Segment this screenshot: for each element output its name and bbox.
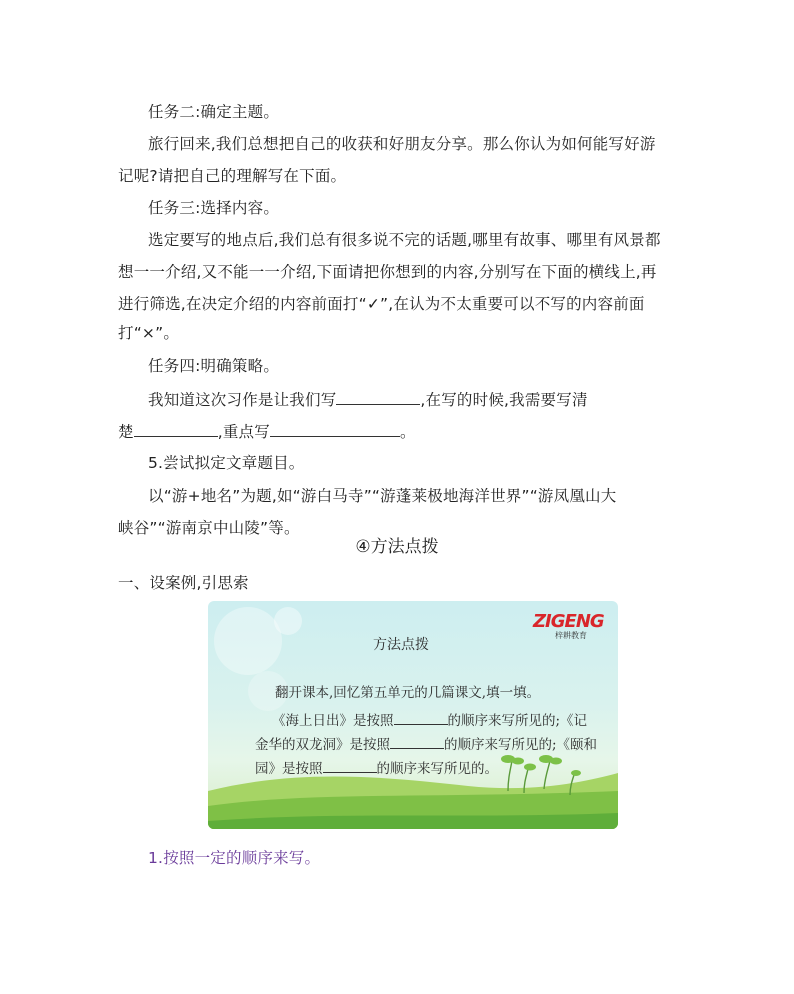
- task4-text-line1: [148, 388, 588, 411]
- card-line2-a: 金华的双龙洞》是按照: [255, 737, 390, 753]
- logo-subtext: 梓耕教育: [555, 631, 587, 640]
- task3-text-line2: 想一一介绍,又不能一一介绍,下面请把你想到的内容,分别写在下面的横线上,再: [118, 263, 657, 281]
- step5-text-line2: 峡谷”“游南京中山陵”等。: [118, 519, 300, 537]
- fill-blank[interactable]: [394, 710, 448, 725]
- task3-text-line1: 选定要写的地点后,我们总有很多说不完的话题,哪里有故事、哪里有风景都: [148, 231, 661, 249]
- fill-blank[interactable]: [270, 420, 400, 437]
- step5-text-line1: 以“游+地名”为题,如“游白马寺”“游蓬莱极地海洋世界”“游凤凰山大: [148, 487, 617, 505]
- task4-line1-suffix: ,在写的时候,我需要写清: [420, 391, 588, 409]
- task3-title: 任务三:选择内容。: [148, 199, 280, 217]
- card-line3-a: 园》是按照: [255, 761, 323, 777]
- logo-text: ZIGENG: [533, 611, 604, 632]
- method-card-image: [208, 601, 618, 829]
- task4-line2-mid: ,重点写: [217, 423, 270, 441]
- card-line1-b: 的顺序来写所见的;《记: [447, 713, 588, 729]
- task4-title: 任务四:明确策略。: [148, 357, 280, 375]
- card-intro: 翻开课本,回忆第五单元的几篇课文,填一填。: [275, 685, 541, 701]
- card-line1-a: 《海上日出》是按照: [272, 713, 394, 729]
- task3-text-line3: 进行筛选,在决定介绍的内容前面打“✓”,在认为不太重要可以不写的内容前面: [118, 295, 645, 313]
- step5-title: 5.尝试拟定文章题目。: [148, 454, 305, 472]
- section-heading: ④方法点拨: [355, 537, 439, 557]
- zigeng-logo: [533, 611, 613, 655]
- card-line2: [255, 733, 597, 753]
- task4-line2-end: 。: [399, 423, 416, 441]
- method-point-1: 1.按照一定的顺序来写。: [148, 849, 321, 867]
- card-title: 方法点拨: [373, 637, 429, 653]
- subheading: 一、设案例,引思索: [118, 574, 249, 592]
- task4-line2-prefix: 楚: [118, 423, 134, 441]
- task4-text-line2: [118, 420, 416, 443]
- fill-blank[interactable]: [336, 388, 420, 405]
- card-line2-b: 的顺序来写所见的;《颐和: [444, 737, 598, 753]
- card-line3: [255, 757, 498, 777]
- task2-text-line2: 记呢?请把自己的理解写在下面。: [118, 167, 347, 185]
- fill-blank[interactable]: [134, 420, 218, 437]
- fill-blank[interactable]: [323, 758, 377, 773]
- task4-line1-prefix: 我知道这次习作是让我们写: [148, 391, 337, 409]
- card-line1: [272, 709, 587, 729]
- task2-title: 任务二:确定主题。: [148, 103, 280, 121]
- fill-blank[interactable]: [390, 734, 444, 749]
- task2-text-line1: 旅行回来,我们总想把自己的收获和好朋友分享。那么你认为如何能写好游: [148, 135, 656, 153]
- card-line3-b: 的顺序来写所见的。: [376, 761, 498, 777]
- task3-text-line4: 打“×”。: [118, 324, 180, 342]
